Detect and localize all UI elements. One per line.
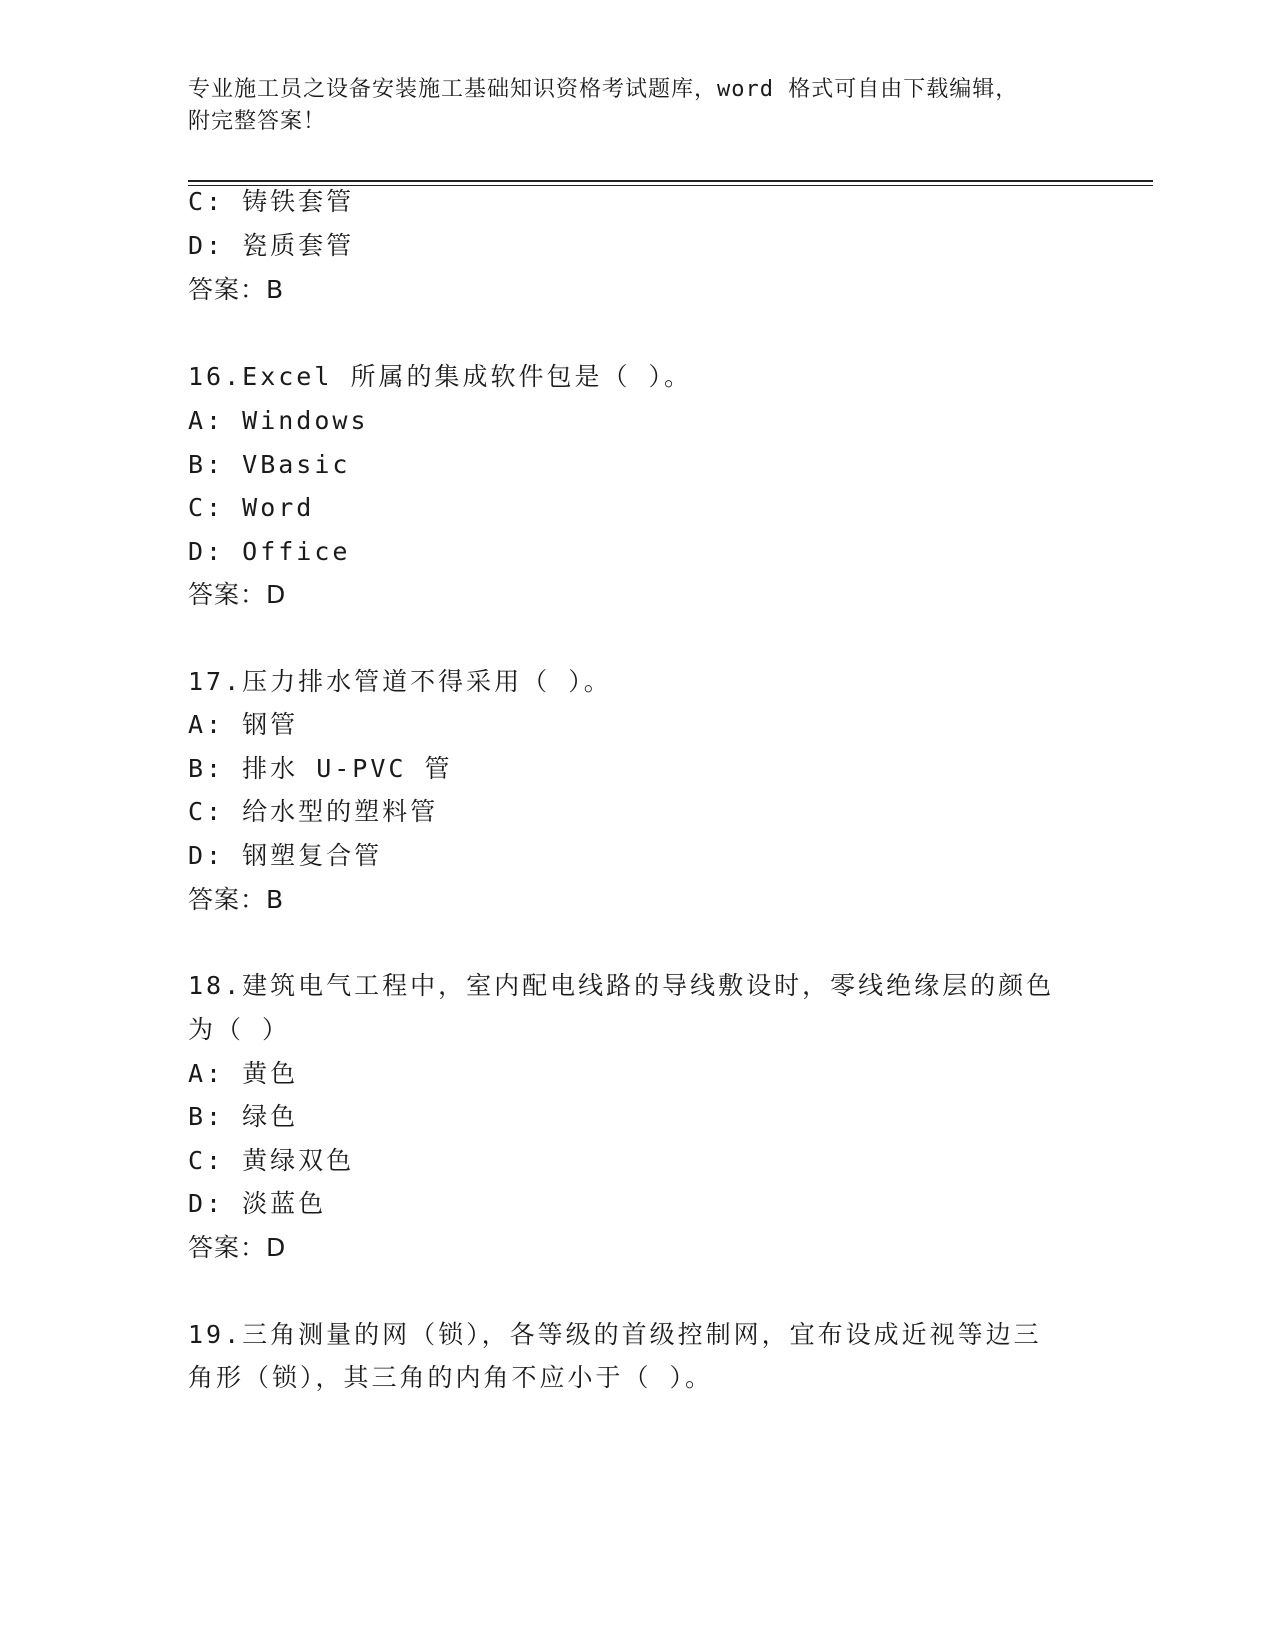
option-d: D: 钢塑复合管 <box>188 841 383 870</box>
option-a: A: 黄色 <box>188 1059 299 1088</box>
option-d: D: 淡蓝色 <box>188 1189 327 1218</box>
question-stem: 16.Excel 所属的集成软件包是（ ）。 <box>188 362 693 391</box>
option-c: C: 给水型的塑料管 <box>188 797 439 826</box>
header-line: 附完整答案！ <box>188 109 327 134</box>
question-stem-continued: 为（ ） <box>188 1015 291 1044</box>
option-a: A: 钢管 <box>188 710 299 739</box>
option-b: B: 绿色 <box>188 1102 299 1131</box>
question-stem: 18.建筑电气工程中，室内配电线路的导线敷设时，零线绝缘层的颜色 <box>188 971 1055 1000</box>
option-c: C: Word <box>188 493 315 522</box>
answer: 答案：D <box>188 580 287 609</box>
question-stem: 17.压力排水管道不得采用（ ）。 <box>188 667 612 696</box>
option-c: C: 铸铁套管 <box>188 187 355 216</box>
option-b: B: VBasic <box>188 450 351 479</box>
question-stem: 19.三角测量的网（锁），各等级的首级控制网，宜布设成近视等边三 <box>188 1320 1042 1349</box>
header-divider <box>188 180 1153 182</box>
answer: 答案：B <box>188 885 285 914</box>
option-a: A: Windows <box>188 406 369 435</box>
option-d: D: 瓷质套管 <box>188 231 355 260</box>
option-b: B: 排水 U-PVC 管 <box>188 754 453 783</box>
answer: 答案：B <box>188 275 285 304</box>
option-d: D: Office <box>188 537 351 566</box>
document-header <box>188 74 1088 138</box>
answer: 答案：D <box>188 1233 287 1262</box>
option-c: C: 黄绿双色 <box>188 1146 355 1175</box>
question-stem-continued: 角形（锁），其三角的内角不应小于（ ）。 <box>188 1363 714 1392</box>
header-line: 专业施工员之设备安装施工基础知识资格考试题库，word 格式可自由下载编辑， <box>188 77 1019 102</box>
